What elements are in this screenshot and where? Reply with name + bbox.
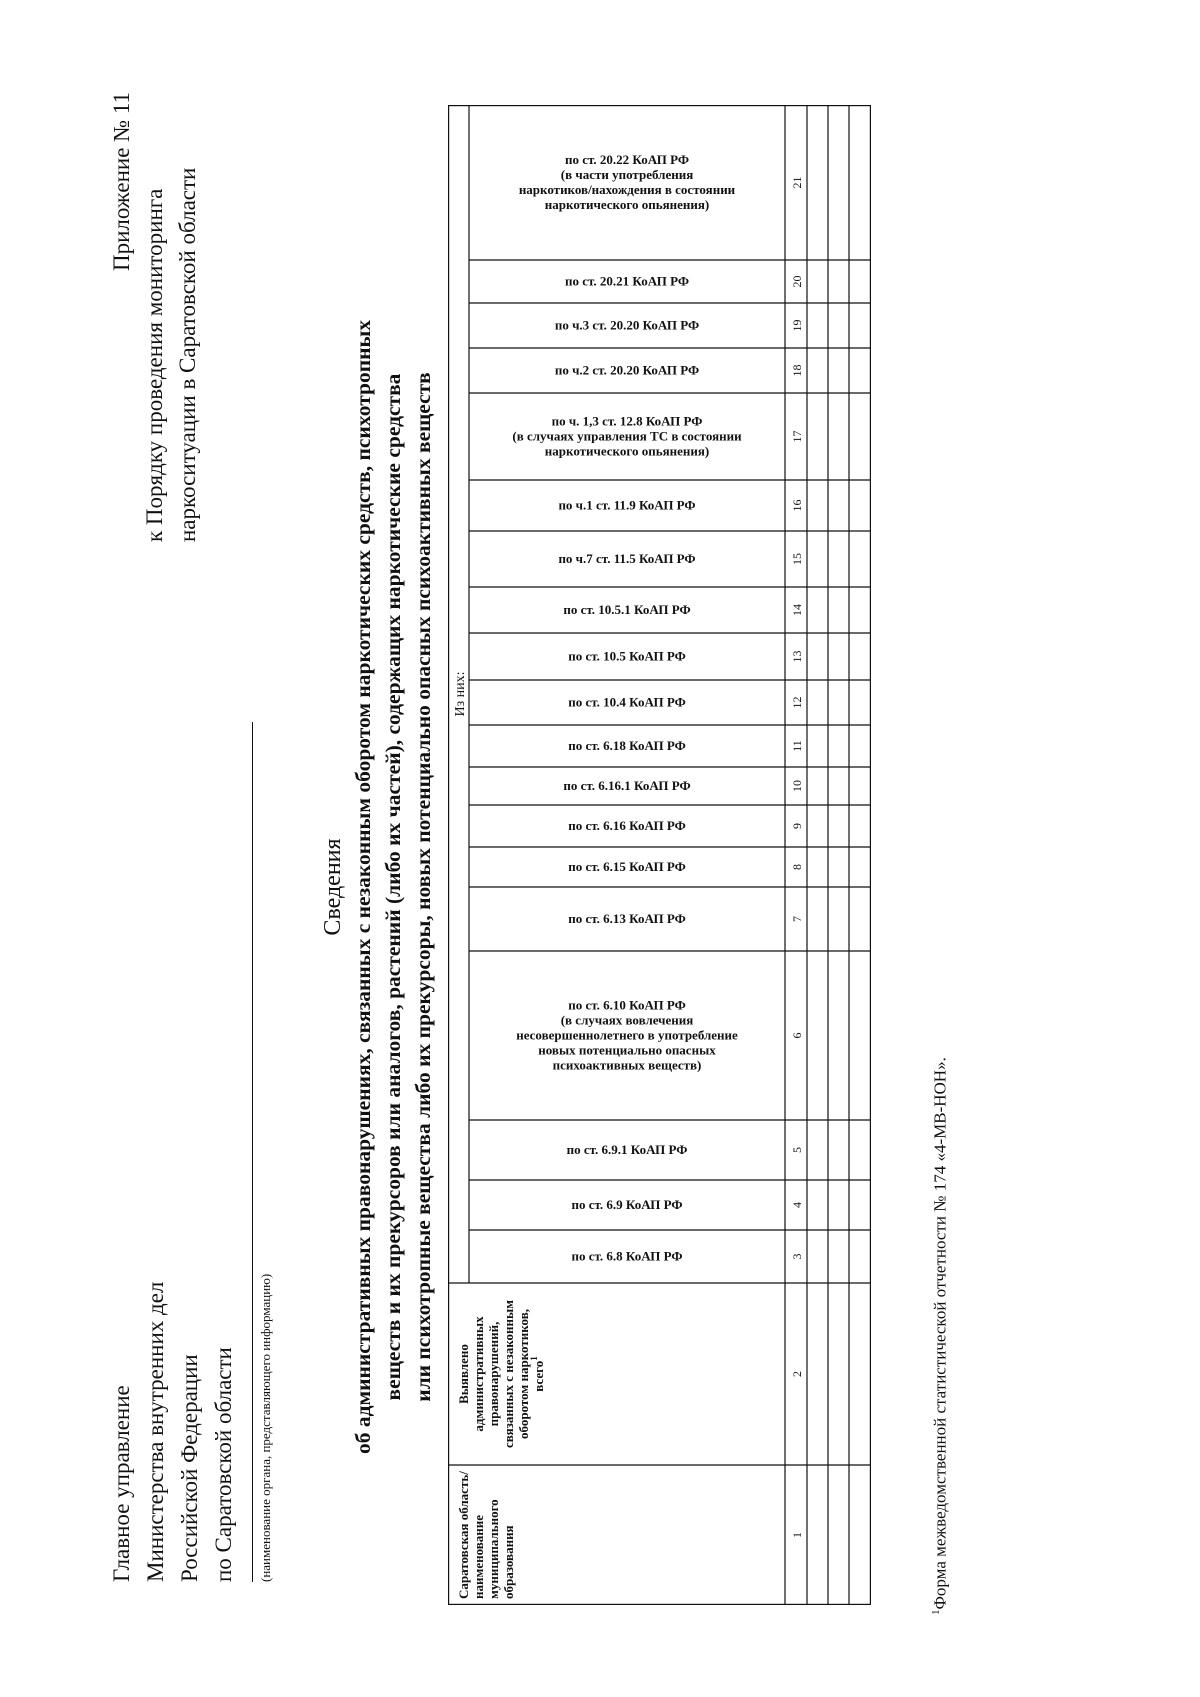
column-number: 7 bbox=[790, 916, 804, 922]
total-column-header: правонарушений, bbox=[486, 1321, 501, 1427]
article-column-header bbox=[568, 695, 686, 710]
org-line-4: по Саратовской области bbox=[211, 1347, 236, 1582]
article-header-line: по ст. 6.15 КоАП РФ bbox=[568, 859, 686, 874]
column-number: 3 bbox=[790, 1253, 804, 1260]
article-header-line: по ст. 10.5 КоАП РФ bbox=[568, 648, 686, 664]
issuing-organization bbox=[105, 1062, 241, 1582]
article-header-line: новых потенциально опасных bbox=[538, 1042, 716, 1058]
article-header-line: по ст. 6.8 КоАП РФ bbox=[571, 1248, 683, 1264]
article-header-line: (в части употребления bbox=[560, 167, 694, 182]
appendix-header bbox=[105, 22, 204, 542]
appendix-line-1: к Порядку проведения мониторинга bbox=[142, 188, 167, 542]
article-header-line: по ст. 6.10 КоАП РФ bbox=[568, 997, 686, 1013]
region-column-header: образования bbox=[501, 1525, 516, 1599]
total-column-header: Выявлено bbox=[456, 1344, 471, 1404]
org-line-2: Министерства внутренних дел bbox=[143, 1281, 168, 1582]
article-column-header bbox=[568, 818, 686, 833]
column-number: 16 bbox=[790, 499, 804, 512]
article-header-line: по ст. 20.22 КоАП РФ bbox=[564, 152, 690, 167]
total-column-header: оборотом наркотиков, bbox=[516, 1309, 531, 1439]
article-column-header bbox=[558, 551, 695, 566]
column-number: 6 bbox=[790, 1032, 804, 1039]
region-column-header: муниципального bbox=[486, 1499, 501, 1599]
column-number: 21 bbox=[790, 176, 804, 189]
statistics-table-grid bbox=[448, 105, 871, 1605]
article-header-line: по ст. 6.16 КоАП РФ bbox=[568, 818, 686, 833]
column-number: 20 bbox=[790, 275, 804, 288]
total-column-header: связанных с незаконным bbox=[501, 1299, 516, 1449]
article-header-line: по ч. 1,3 ст. 12.8 КоАП РФ bbox=[551, 413, 703, 429]
article-column-header bbox=[568, 911, 686, 926]
article-column-header bbox=[568, 859, 686, 874]
article-column-header bbox=[555, 363, 699, 378]
article-column-header bbox=[571, 1249, 682, 1264]
article-column-header bbox=[565, 274, 689, 289]
article-column-header bbox=[519, 152, 736, 212]
appendix-line-2: наркоситуации в Саратовской области bbox=[175, 167, 200, 542]
article-column-header bbox=[568, 738, 686, 753]
article-column-header bbox=[555, 318, 699, 333]
column-number: 11 bbox=[790, 740, 804, 752]
org-line-3: Российской Федерации bbox=[177, 1354, 202, 1582]
article-header-line: наркотического опьянения) bbox=[544, 443, 710, 459]
title-subheading bbox=[348, 177, 438, 1597]
article-column-header bbox=[567, 1142, 688, 1157]
column-number: 17 bbox=[790, 430, 804, 443]
article-header-line: по ст. 6.13 КоАП РФ bbox=[568, 911, 686, 926]
article-header-line: (в случаях управления ТС в состоянии bbox=[512, 428, 742, 444]
article-column-header bbox=[516, 998, 738, 1073]
column-number: 14 bbox=[790, 604, 804, 616]
column-number: 12 bbox=[790, 696, 804, 709]
group-header: Из них: bbox=[453, 671, 468, 717]
column-number: 15 bbox=[790, 553, 804, 565]
article-header-line: несовершеннолетнего в употребление bbox=[516, 1027, 738, 1043]
article-header-line: по ст. 6.9.1 КоАП РФ bbox=[566, 1142, 688, 1157]
footnote bbox=[930, 1057, 951, 1615]
appendix-number: Приложение № 11 bbox=[109, 92, 134, 272]
column-number: 1 bbox=[790, 1532, 804, 1538]
article-column-header bbox=[512, 414, 742, 459]
article-header-line: по ч.1 ст. 11.9 КоАП РФ bbox=[558, 497, 696, 513]
footnote-marker: 1 bbox=[930, 1609, 942, 1615]
column-number: 13 bbox=[790, 650, 804, 663]
article-column-header bbox=[558, 498, 695, 513]
total-column-header: административных bbox=[471, 1316, 486, 1432]
title-line-2: веществ и их прекурсоров или аналогов, растений (либо их частей), содержащих наркотические средства bbox=[381, 373, 405, 1401]
article-header-line: по ст. 6.9 КоАП РФ bbox=[571, 1197, 683, 1212]
article-header-line: (в случаях вовлечения bbox=[560, 1012, 694, 1028]
region-column-header: наименование bbox=[471, 1514, 486, 1599]
column-number: 9 bbox=[790, 823, 804, 829]
article-header-line: наркотиков/нахождения в состоянии bbox=[518, 182, 736, 197]
statistics-table bbox=[448, 105, 871, 1605]
title-line-1: об административных правонарушениях, связанных с незаконным оборотом наркотических средств, психотропных bbox=[351, 319, 375, 1455]
article-header-line: по ст. 6.16.1 КоАП РФ bbox=[563, 778, 691, 793]
column-number: 2 bbox=[790, 1371, 804, 1377]
org-underline bbox=[252, 722, 253, 1582]
article-header-line: по ст. 6.18 КоАП РФ bbox=[568, 738, 686, 753]
article-column-header bbox=[568, 649, 686, 664]
org-caption: (наименование органа, представляющего информацию) bbox=[258, 1273, 273, 1582]
document-title bbox=[318, 177, 438, 1597]
column-number: 10 bbox=[790, 780, 804, 792]
column-number: 5 bbox=[790, 1147, 804, 1153]
article-header-line: психоактивных веществ) bbox=[552, 1057, 702, 1073]
article-column-header bbox=[563, 602, 690, 617]
title-heading: Сведения bbox=[320, 838, 346, 936]
article-header-line: по ч.2 ст. 20.20 КоАП РФ bbox=[554, 362, 700, 378]
column-number: 4 bbox=[790, 1202, 804, 1208]
org-line-1: Главное управление bbox=[109, 1385, 134, 1582]
total-column-header: всего$^1$ bbox=[529, 1356, 546, 1392]
column-number: 18 bbox=[790, 364, 804, 377]
article-header-line: по ч.7 ст. 11.5 КоАП РФ bbox=[558, 551, 696, 566]
article-header-line: по ст. 10.4 КоАП РФ bbox=[568, 694, 686, 710]
column-number: 8 bbox=[790, 864, 804, 870]
footnote-text: Форма межведомственной статистической отчетности № 174 «4-МВ-НОН». bbox=[930, 1057, 950, 1610]
column-number: 19 bbox=[790, 319, 804, 332]
article-header-line: по ст. 10.5.1 КоАП РФ bbox=[563, 602, 691, 617]
title-line-3: или психотропные вещества либо их прекурсоры, новых потенциально опасных психоактивных веществ bbox=[411, 372, 435, 1402]
article-column-header bbox=[571, 1197, 682, 1212]
article-column-header bbox=[563, 778, 690, 793]
article-header-line: наркотического опьянения) bbox=[544, 197, 710, 212]
article-header-line: по ст. 20.21 КоАП РФ bbox=[564, 273, 690, 289]
region-column-header: Саратовская область/ bbox=[456, 1471, 471, 1599]
article-header-line: по ч.3 ст. 20.20 КоАП РФ bbox=[554, 317, 700, 333]
